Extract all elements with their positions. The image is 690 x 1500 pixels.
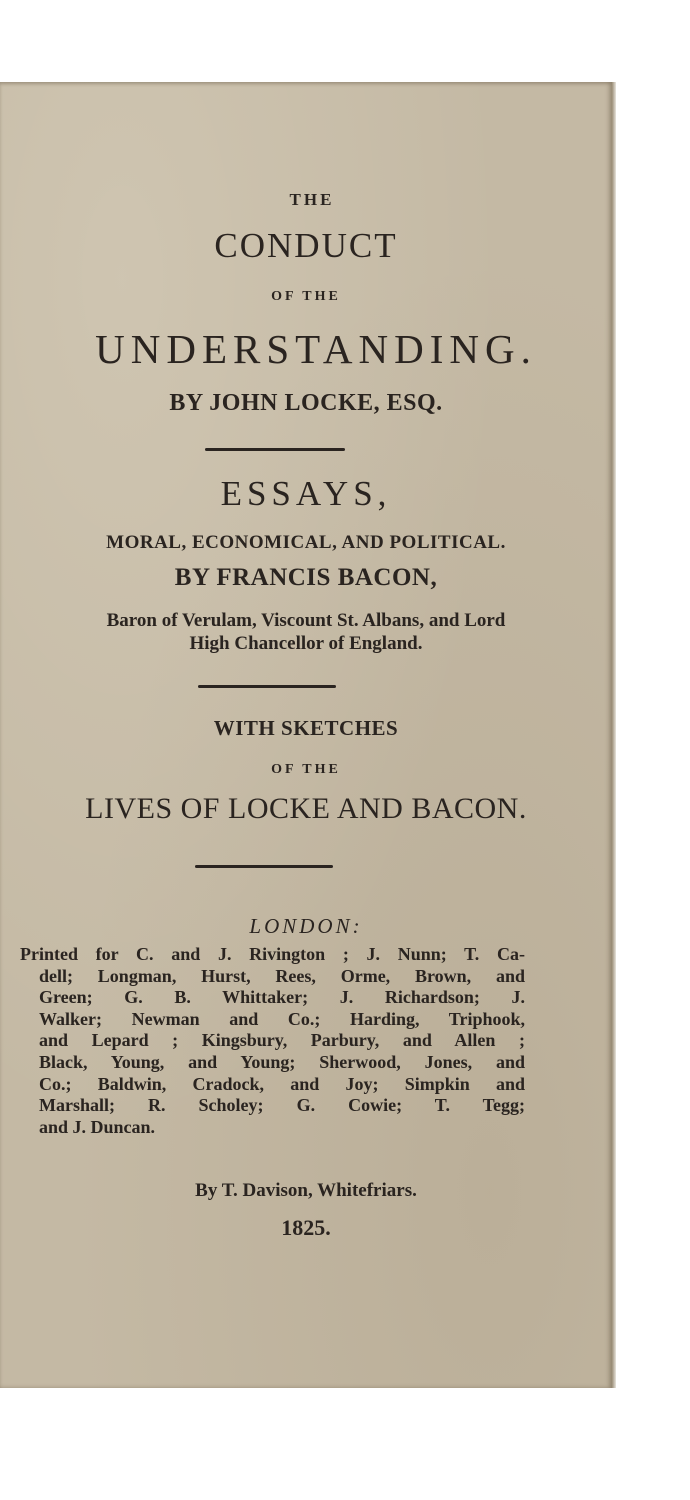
page-edge (612, 82, 616, 1388)
bacon-title-line-1: Baron of Verulam, Viscount St. Albans, and Lord (106, 610, 506, 631)
divider-rule (198, 685, 336, 688)
printers-line: Walker; Newman and Co.; Harding, Triphook, (39, 1008, 525, 1029)
printers-line: and J. Duncan. (39, 1116, 156, 1137)
publication-year: 1825. (281, 1215, 331, 1240)
sketches-of-the: OF THE (271, 762, 341, 777)
title-the: THE (289, 190, 335, 209)
printers-line: Printed for C. and J. Rivington ; J. Nunn; T. Ca- (20, 944, 525, 964)
imprint-place: LONDON: (249, 914, 363, 938)
printers-list (20, 944, 525, 1138)
printers-line: Marshall; R. Scholey; G. Cowie; T. Tegg; (39, 1095, 525, 1116)
divider-rule (195, 865, 333, 868)
printers-line: and Lepard ; Kingsbury, Parbury, and Allen ; (39, 1030, 525, 1051)
author-bacon: BY FRANCIS BACON, (174, 564, 438, 591)
title-understanding: UNDERSTANDING. (95, 326, 537, 372)
author-locke: BY JOHN LOCKE, ESQ. (169, 390, 443, 416)
divider-rule (205, 448, 345, 451)
title-page (0, 82, 612, 1388)
printer-name: By T. Davison, Whitefriars. (195, 1180, 417, 1201)
printers-line: Black, Young, and Young; Sherwood, Jones, and (39, 1051, 525, 1072)
with-sketches: WITH SKETCHES (213, 716, 399, 740)
printers-line: Green; G. B. Whittaker; J. Richardson; J. (39, 987, 525, 1008)
printers-line: dell; Longman, Hurst, Rees, Orme, Brown, and (39, 965, 525, 986)
essays-subtitle: MORAL, ECONOMICAL, AND POLITICAL. (106, 532, 506, 553)
title-of-the: OF THE (271, 289, 341, 304)
title-essays: ESSAYS, (220, 474, 392, 513)
lives-title: LIVES OF LOCKE AND BACON. (85, 792, 527, 825)
printers-line: Co.; Baldwin, Cradock, and Joy; Simpkin and (39, 1073, 525, 1094)
bacon-title-line-2: High Chancellor of England. (189, 633, 423, 654)
title-conduct: CONDUCT (214, 226, 398, 265)
